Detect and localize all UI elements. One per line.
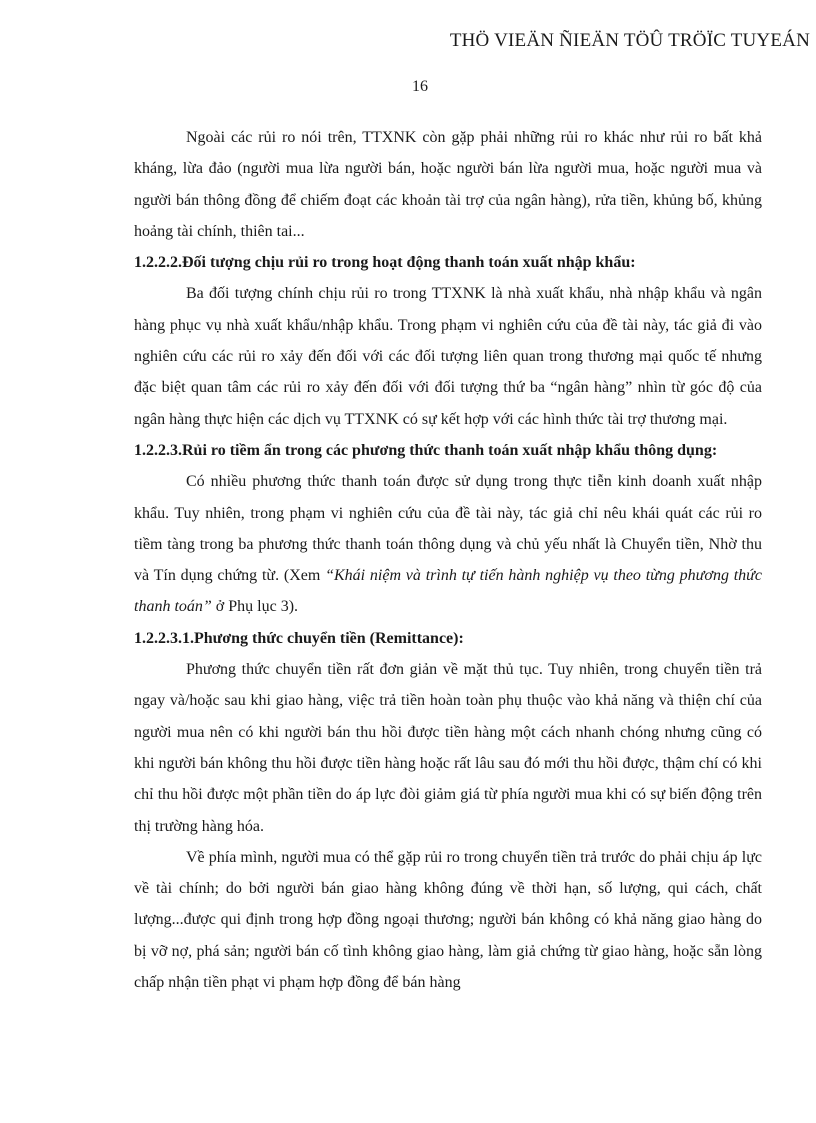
heading-payment-method-risks: 1.2.2.3.Rủi ro tiềm ẩn trong các phương thức thanh toán xuất nhập khẩu thông dụng:	[134, 441, 718, 459]
page-number: 16	[412, 78, 428, 95]
page-header: THÖ VIEÄN ÑIEÄN TÖÛ TRÖÏC TUYEÁN	[449, 30, 810, 51]
paragraph-other-risks: Ngoài các rủi ro nói trên, TTXNK còn gặp phải những rủi ro khác như rủi ro bất khả kháng, lừa đảo (người mua lừa người bán, hoặc người bán lừa người mua, hoặc người mua và người bán thông đồng để chiếm đoạt các khoản tài trợ của ngân hàng), rửa tiền, khủng bố, khủng hoảng tài chính, thiên tai...	[134, 129, 762, 240]
heading-risk-subjects: 1.2.2.2.Đối tượng chịu rủi ro trong hoạt động thanh toán xuất nhập khẩu:	[134, 254, 636, 272]
paragraph-remittance-seller: Phương thức chuyển tiền rất đơn giản về mặt thủ tục. Tuy nhiên, trong chuyển tiền trả ngay và/hoặc sau khi giao hàng, việc trả tiền hoàn toàn phụ thuộc vào khả năng và thiện chí của người mua nên có khi người bán thu hồi được tiền hàng một cách nhanh chóng nhưng cũng có khi người bán không thu hồi được tiền hàng hoặc rất lâu sau đó mới thu hồi được, thậm chí có khi chỉ thu hồi được một phần tiền do áp lực đòi giảm giá từ phía người mua khi có sự biến động trên thị trường hàng hóa.	[134, 661, 762, 835]
paragraph-risk-subjects: Ba đối tượng chính chịu rủi ro trong TTXNK là nhà xuất khẩu, nhà nhập khẩu và ngân hàng phục vụ nhà xuất khẩu/nhập khẩu. Trong phạm vi nghiên cứu của đề tài này, tác giả đi vào nghiên cứu các rủi ro xảy đến đối với các đối tượng liên quan trong thương mại quốc tế nhưng đặc biệt quan tâm các rủi ro xảy đến đối với đối tượng thứ ba “ngân hàng” nhìn từ góc độ của ngân hàng thực hiện các dịch vụ TTXNK có sự kết hợp với các hình thức tài trợ thương mại.	[134, 285, 762, 428]
heading-remittance: 1.2.2.3.1.Phương thức chuyển tiền (Remittance):	[134, 629, 464, 647]
paragraph-payment-methods-text: Có nhiều phương thức thanh toán được sử dụng trong thực tiễn kinh doanh xuất nhập khẩu. Tuy nhiên, trong phạm vi nghiên cứu của đề tài này, tác giả chỉ nêu khái quát các rủi ro tiềm tàng trong ba phương thức thanh toán thông dụng và chủ yếu nhất là Chuyển tiền, Nhờ thu và Tín dụng chứng từ. (Xem	[134, 473, 762, 585]
document-body	[134, 122, 762, 998]
paragraph-payment-methods	[134, 466, 762, 622]
paragraph-payment-methods-end: ở Phụ lục 3).	[211, 598, 299, 616]
appendix-reference-italic: “Khái niệm và trình tự tiến hành nghiệp vụ theo từng phương thức thanh toán”	[134, 567, 763, 616]
paragraph-remittance-buyer: Về phía mình, người mua có thể gặp rủi ro trong chuyển tiền trả trước do phải chịu áp lực về tài chính; do bởi người bán giao hàng không đúng về thời hạn, số lượng, qui cách, chất lượng...được qui định trong hợp đồng ngoại thương; người bán không có khả năng giao hàng do bị vỡ nợ, phá sản; người bán cố tình không giao hàng, làm giả chứng từ giao hàng, hoặc sẵn lòng chấp nhận tiền phạt vi phạm hợp đồng để bán hàng	[134, 848, 762, 992]
